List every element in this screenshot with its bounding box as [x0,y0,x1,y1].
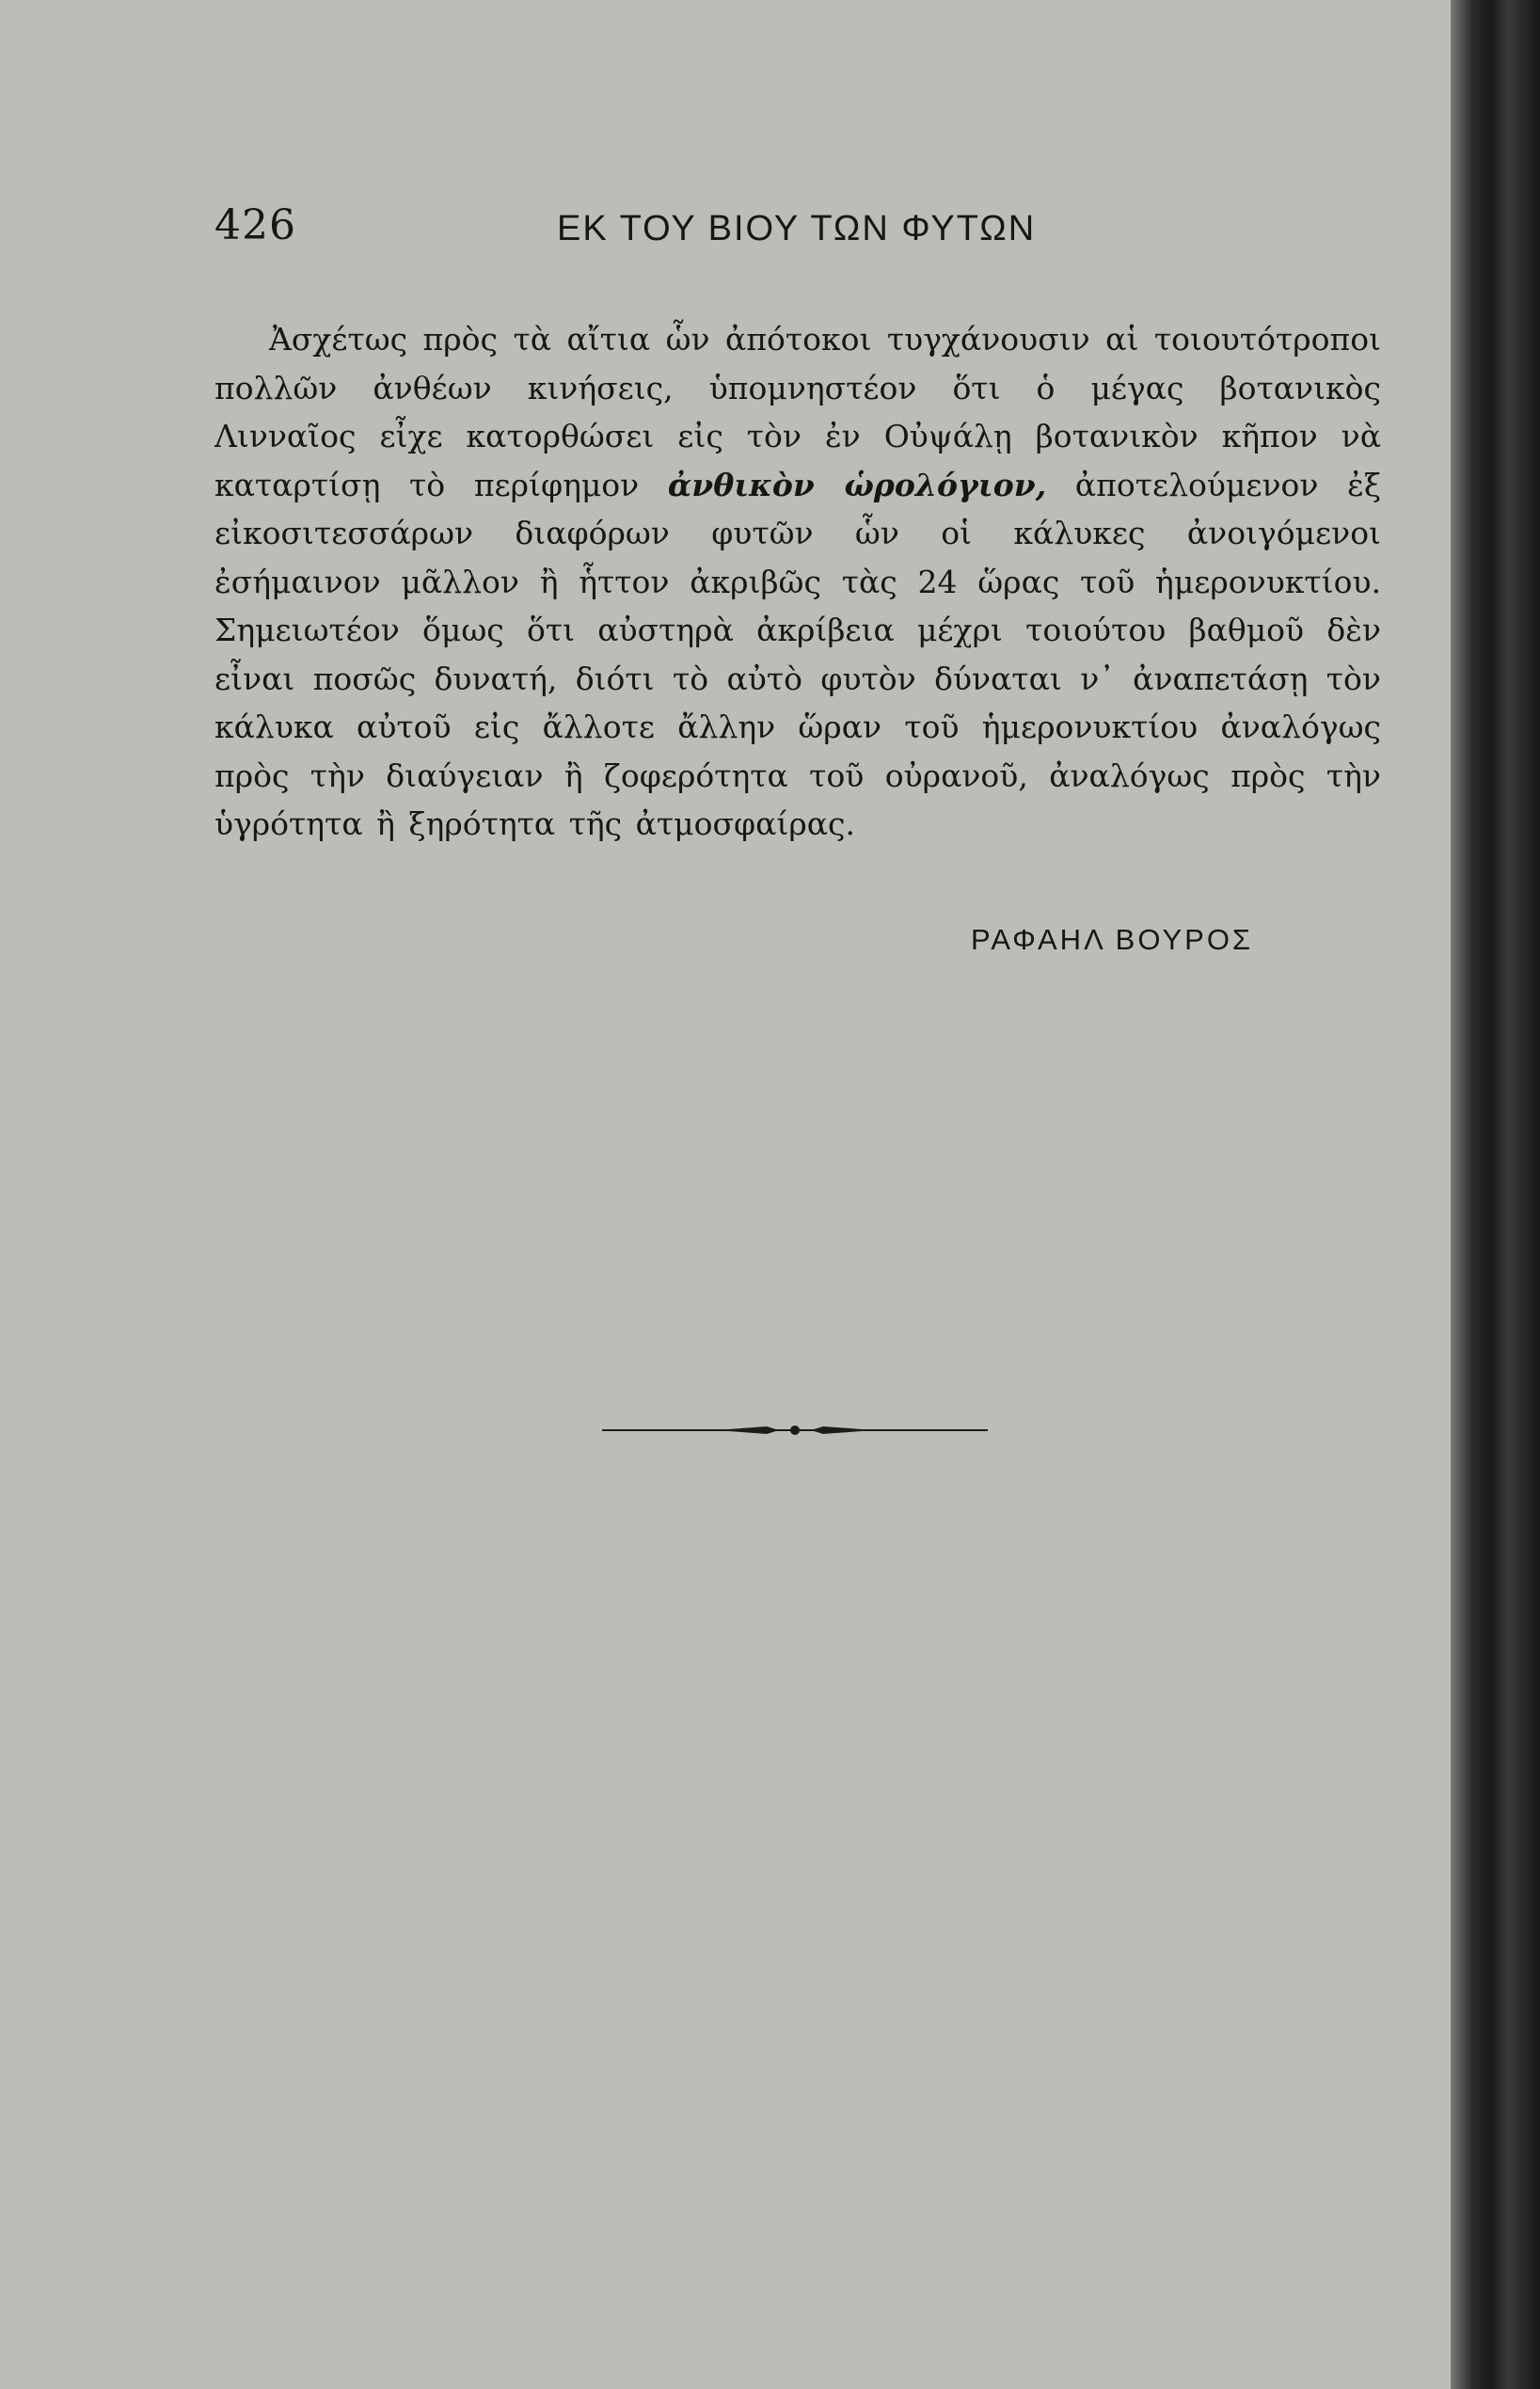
body-paragraph [214,315,1381,849]
paragraph-text-end: ἀποτελούμενον ἐξ εἰκοσιτεσσάρων διαφόρων φυτῶν ὧν οἱ κάλυκες ἀνοιγόμενοι ἐσήμαινον μᾶλλον ἢ ἧττον ἀκριβῶς τὰς 24 ὥρας τοῦ ἡμερονυκτίου. Σημειωτέον ὅμως ὅτι αὐστηρὰ ἀκρίβεια μέχρι τοιούτου βαθμοῦ δὲν εἶναι ποσῶς δυνατή, διότι τὸ αὐτὸ φυτὸν δύναται ν᾽ ἀναπετάσῃ τὸν κάλυκα αὐτοῦ εἰς ἄλλοτε ἄλλην ὥραν τοῦ ἡμερονυκτίου ἀναλόγως πρὸς τὴν διαύγειαν ἢ ζοφερότητα τοῦ οὐρανοῦ, ἀναλόγως πρὸς τὴν ὑγρότητα ἢ ξηρότητα τῆς ἀτμοσφαίρας. [214,466,1382,842]
paragraph-text-start: Ἀσχέτως πρὸς τὰ αἴτια ὧν ἀπότοκοι τυγχάνουσιν αἱ τοιουτότροποι πολλῶν ἀνθέων κινήσεις, ὑπομνηστέον ὅτι ὁ μέγας βοτανικὸς Λινναῖος εἶχε κατορθώσει εἰς τὸν ἐν Οὐψάλῃ βοτανικὸν κῆπον νὰ καταρτίσῃ τὸ περίφημον [214,321,1381,503]
italic-term: ἀνθικὸν ὡρολόγιον, [667,466,1047,503]
author-signature: ΡΑΦΑΗΛ ΒΟΥΡΟΣ [971,923,1254,956]
binding-shadow [1451,0,1540,2389]
page-number: 426 [214,201,296,249]
ornament-divider-icon [602,1421,988,1440]
running-title: ΕΚ ΤΟΥ ΒΙΟΥ ΤΩΝ ΦΥΤΩΝ [557,209,1037,248]
